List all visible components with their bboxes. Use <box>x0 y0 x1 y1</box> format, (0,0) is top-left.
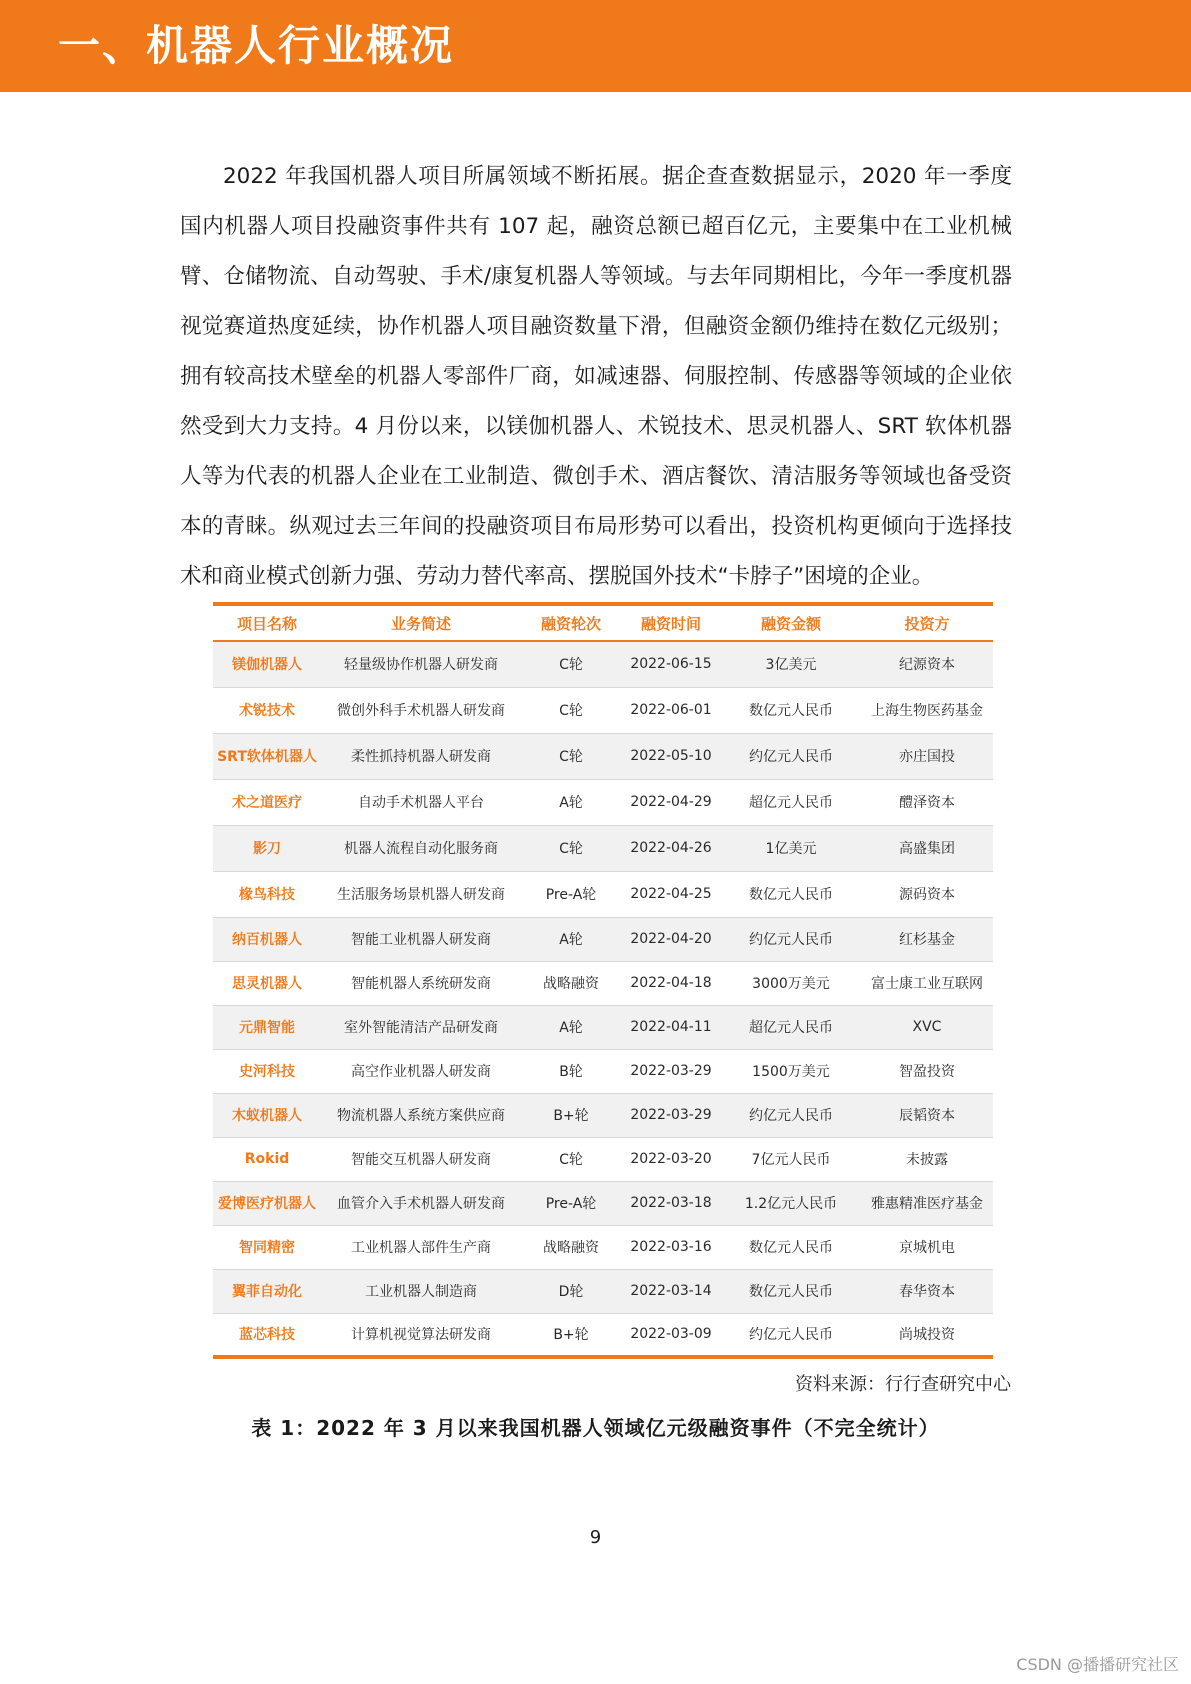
cell-amount: 超亿元人民币 <box>721 1005 861 1049</box>
cell-project-name: 蓝芯科技 <box>213 1313 321 1357</box>
cell-date: 2022-04-26 <box>621 825 721 871</box>
cell-project-name: 纳百机器人 <box>213 917 321 961</box>
cell-date: 2022-03-18 <box>621 1181 721 1225</box>
financing-table <box>213 602 993 1359</box>
cell-round: A轮 <box>521 1005 621 1049</box>
header-business: 业务简述 <box>321 604 521 641</box>
cell-amount: 约亿元人民币 <box>721 1093 861 1137</box>
cell-business: 生活服务场景机器人研发商 <box>321 871 521 917</box>
table-row <box>213 733 993 779</box>
cell-investor: 源码资本 <box>861 871 993 917</box>
cell-project-name: 影刀 <box>213 825 321 871</box>
cell-amount: 1.2亿元人民币 <box>721 1181 861 1225</box>
header-date: 融资时间 <box>621 604 721 641</box>
cell-round: Pre-A轮 <box>521 871 621 917</box>
cell-investor: 高盛集团 <box>861 825 993 871</box>
cell-project-name: 术锐技术 <box>213 687 321 733</box>
cell-round: D轮 <box>521 1269 621 1313</box>
cell-amount: 数亿元人民币 <box>721 871 861 917</box>
cell-business: 高空作业机器人研发商 <box>321 1049 521 1093</box>
cell-amount: 数亿元人民币 <box>721 1225 861 1269</box>
body-paragraph: 2022 年我国机器人项目所属领域不断拓展。据企查查数据显示，2020 年一季度国内机器人项目投融资事件共有 107 起，融资总额已超百亿元，主要集中在工业机械臂、仓储物流、自动驾驶、手术/康复机器人等领域。与去年同期相比，今年一季度机器视觉赛道热度延续，协作机器人项目融资数量下滑，但融资金额仍维持在数亿元级别；拥有较高技术壁垒的机器人零部件厂商，如减速器、伺服控制、传感器等领域的企业依然受到大力支持。4 月份以来，以镁伽机器人、术锐技术、思灵机器人、SRT 软体机器人等为代表的机器人企业在工业制造、微创手术、酒店餐饮、清洁服务等领域也备受资本的青睐。纵观过去三年间的投融资项目布局形势可以看出，投资机构更倾向于选择技术和商业模式创新力强、劳动力替代率高、摆脱国外技术“卡脖子”困境的企业。 <box>180 164 1012 589</box>
table-row <box>213 1049 993 1093</box>
cell-business: 微创外科手术机器人研发商 <box>321 687 521 733</box>
table-row <box>213 779 993 825</box>
source-note: 资料来源：行行查研究中心 <box>795 1374 1011 1395</box>
cell-investor: 雅惠精准医疗基金 <box>861 1181 993 1225</box>
cell-date: 2022-03-16 <box>621 1225 721 1269</box>
table-row <box>213 641 993 687</box>
cell-business: 计算机视觉算法研发商 <box>321 1313 521 1357</box>
cell-date: 2022-03-29 <box>621 1093 721 1137</box>
cell-investor: 亦庄国投 <box>861 733 993 779</box>
cell-amount: 数亿元人民币 <box>721 687 861 733</box>
cell-project-name: 爱博医疗机器人 <box>213 1181 321 1225</box>
cell-business: 轻量级协作机器人研发商 <box>321 641 521 687</box>
cell-round: C轮 <box>521 641 621 687</box>
cell-business: 机器人流程自动化服务商 <box>321 825 521 871</box>
cell-project-name: 椽鸟科技 <box>213 871 321 917</box>
header-round: 融资轮次 <box>521 604 621 641</box>
cell-investor: XVC <box>861 1005 993 1049</box>
cell-amount: 超亿元人民币 <box>721 779 861 825</box>
table-row <box>213 961 993 1005</box>
cell-date: 2022-04-18 <box>621 961 721 1005</box>
header-investor: 投资方 <box>861 604 993 641</box>
cell-investor: 上海生物医药基金 <box>861 687 993 733</box>
cell-round: C轮 <box>521 1137 621 1181</box>
cell-date: 2022-03-29 <box>621 1049 721 1093</box>
header-amount: 融资金额 <box>721 604 861 641</box>
table-row <box>213 687 993 733</box>
cell-investor: 尚城投资 <box>861 1313 993 1357</box>
cell-investor: 智盈投资 <box>861 1049 993 1093</box>
cell-amount: 7亿元人民币 <box>721 1137 861 1181</box>
cell-project-name: 思灵机器人 <box>213 961 321 1005</box>
cell-amount: 1500万美元 <box>721 1049 861 1093</box>
cell-date: 2022-03-20 <box>621 1137 721 1181</box>
table-row <box>213 825 993 871</box>
cell-project-name: SRT软体机器人 <box>213 733 321 779</box>
table-row <box>213 1137 993 1181</box>
cell-round: C轮 <box>521 733 621 779</box>
table-row <box>213 1313 993 1357</box>
table-body <box>213 641 993 1357</box>
cell-project-name: Rokid <box>213 1137 321 1181</box>
table-row <box>213 1005 993 1049</box>
section-title: 一、机器人行业概况 <box>58 21 455 70</box>
cell-amount: 约亿元人民币 <box>721 1313 861 1357</box>
cell-round: A轮 <box>521 779 621 825</box>
cell-amount: 1亿美元 <box>721 825 861 871</box>
cell-business: 工业机器人制造商 <box>321 1269 521 1313</box>
cell-project-name: 镁伽机器人 <box>213 641 321 687</box>
cell-investor: 纪源资本 <box>861 641 993 687</box>
table-row <box>213 917 993 961</box>
cell-investor: 未披露 <box>861 1137 993 1181</box>
table-row <box>213 1225 993 1269</box>
cell-amount: 3000万美元 <box>721 961 861 1005</box>
cell-amount: 数亿元人民币 <box>721 1269 861 1313</box>
cell-business: 血管介入手术机器人研发商 <box>321 1181 521 1225</box>
cell-amount: 约亿元人民币 <box>721 917 861 961</box>
cell-business: 工业机器人部件生产商 <box>321 1225 521 1269</box>
cell-business: 室外智能清洁产品研发商 <box>321 1005 521 1049</box>
section-header-bar <box>0 0 1191 92</box>
table-row <box>213 1181 993 1225</box>
cell-project-name: 元鼎智能 <box>213 1005 321 1049</box>
cell-date: 2022-06-01 <box>621 687 721 733</box>
watermark: CSDN @播播研究社区 <box>1016 1655 1179 1674</box>
cell-date: 2022-04-20 <box>621 917 721 961</box>
cell-investor: 辰韬资本 <box>861 1093 993 1137</box>
cell-date: 2022-03-09 <box>621 1313 721 1357</box>
table-row <box>213 871 993 917</box>
cell-date: 2022-04-29 <box>621 779 721 825</box>
cell-project-name: 术之道医疗 <box>213 779 321 825</box>
cell-date: 2022-05-10 <box>621 733 721 779</box>
table-header-row <box>213 604 993 641</box>
financing-table-container <box>213 602 993 1359</box>
cell-business: 柔性抓持机器人研发商 <box>321 733 521 779</box>
cell-investor: 春华资本 <box>861 1269 993 1313</box>
cell-business: 自动手术机器人平台 <box>321 779 521 825</box>
cell-round: 战略融资 <box>521 961 621 1005</box>
table-row <box>213 1269 993 1313</box>
cell-project-name: 木蚁机器人 <box>213 1093 321 1137</box>
cell-round: Pre-A轮 <box>521 1181 621 1225</box>
cell-round: B+轮 <box>521 1313 621 1357</box>
cell-round: B+轮 <box>521 1093 621 1137</box>
cell-round: C轮 <box>521 825 621 871</box>
cell-amount: 3亿美元 <box>721 641 861 687</box>
cell-round: C轮 <box>521 687 621 733</box>
cell-date: 2022-04-25 <box>621 871 721 917</box>
page-number: 9 <box>589 1527 602 1548</box>
cell-date: 2022-06-15 <box>621 641 721 687</box>
cell-round: B轮 <box>521 1049 621 1093</box>
cell-investor: 京城机电 <box>861 1225 993 1269</box>
cell-business: 智能工业机器人研发商 <box>321 917 521 961</box>
table-row <box>213 1093 993 1137</box>
cell-project-name: 史河科技 <box>213 1049 321 1093</box>
cell-amount: 约亿元人民币 <box>721 733 861 779</box>
cell-date: 2022-03-14 <box>621 1269 721 1313</box>
cell-business: 智能机器人系统研发商 <box>321 961 521 1005</box>
cell-business: 智能交互机器人研发商 <box>321 1137 521 1181</box>
cell-investor: 富士康工业互联网 <box>861 961 993 1005</box>
header-project-name: 项目名称 <box>213 604 321 641</box>
cell-investor: 醴泽资本 <box>861 779 993 825</box>
cell-project-name: 智同精密 <box>213 1225 321 1269</box>
cell-project-name: 翼菲自动化 <box>213 1269 321 1313</box>
table-caption: 表 1：2022 年 3 月以来我国机器人领域亿元级融资事件（不完全统计） <box>251 1416 940 1440</box>
cell-business: 物流机器人系统方案供应商 <box>321 1093 521 1137</box>
cell-investor: 红杉基金 <box>861 917 993 961</box>
cell-round: A轮 <box>521 917 621 961</box>
cell-date: 2022-04-11 <box>621 1005 721 1049</box>
cell-round: 战略融资 <box>521 1225 621 1269</box>
